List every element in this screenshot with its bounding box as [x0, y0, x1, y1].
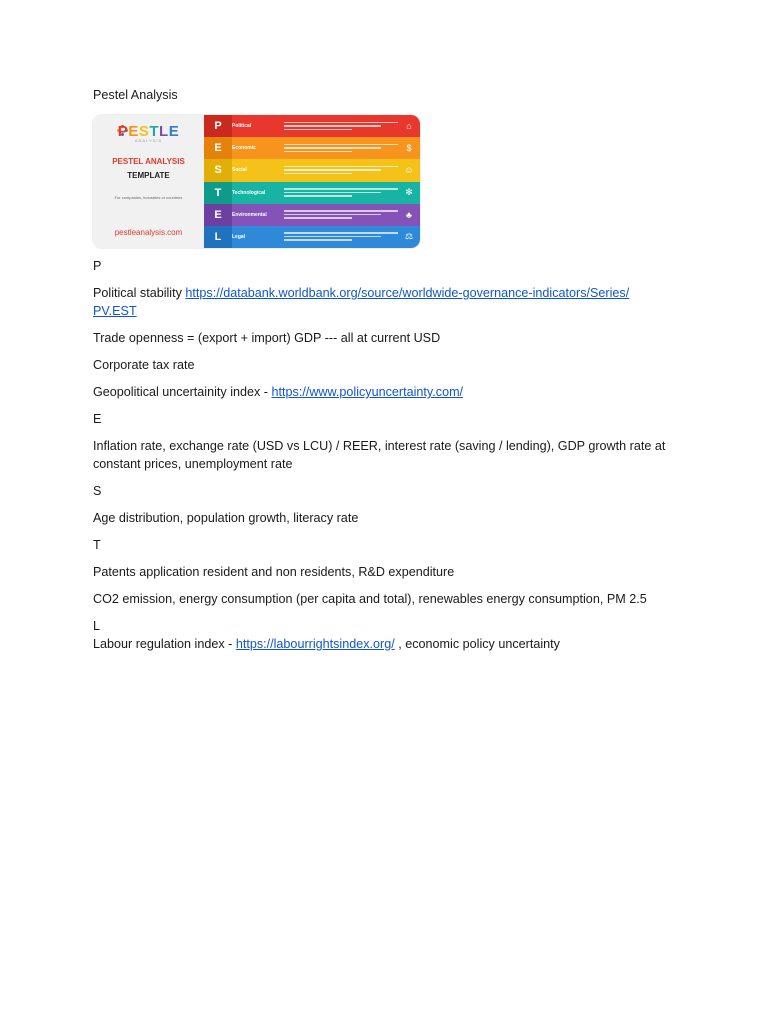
logo-letter-l: L — [159, 123, 169, 140]
labour-regulation-tail: , economic policy uncertainty — [394, 637, 560, 651]
band-political — [204, 115, 420, 137]
template-note: For companies, industries or countries — [114, 195, 183, 200]
logo-letter-e2: E — [168, 123, 180, 140]
band-description — [284, 164, 398, 177]
band-social — [204, 159, 420, 181]
band-letter: E — [204, 204, 232, 226]
geopolitical-line — [93, 383, 683, 401]
band-legal — [204, 226, 420, 248]
band-description — [284, 120, 398, 133]
political-stability-text: Political stability — [93, 286, 186, 300]
document-body — [93, 257, 683, 653]
people-icon: ☺ — [404, 165, 414, 176]
band-description — [284, 186, 398, 199]
band-letter: P — [204, 115, 232, 137]
worldbank-link-line2: PV.EST — [93, 304, 137, 318]
labour-regulation-line — [93, 635, 683, 653]
pestle-image-left-panel — [93, 115, 204, 248]
band-description — [284, 230, 398, 243]
logo-subtitle: ANALYSIS — [134, 138, 163, 143]
band-economic — [204, 137, 420, 159]
logo-letter-s: S — [138, 123, 150, 140]
economic-indicators-line — [93, 437, 683, 473]
band-name: Technological — [232, 189, 266, 196]
logo-letter-p: P — [117, 123, 129, 140]
gear-icon: ✻ — [405, 187, 413, 198]
corporate-tax-line: Corporate tax rate — [93, 358, 195, 372]
band-name: Political — [232, 123, 252, 130]
logo-letter-t: T — [149, 123, 160, 140]
band-letter: T — [204, 182, 232, 204]
heading-t: T — [93, 538, 101, 552]
band-name: Economic — [232, 145, 256, 152]
geopolitical-text: Geopolitical uncertainity index - — [93, 385, 272, 399]
pestle-template-image — [93, 115, 420, 248]
leaf-icon: ♣ — [406, 209, 412, 220]
labour-regulation-text: Labour regulation index - — [93, 637, 236, 651]
band-letter: E — [204, 137, 232, 159]
band-name: Environmental — [232, 211, 267, 218]
political-stability-line — [93, 284, 683, 320]
band-technological — [204, 182, 420, 204]
band-name: Social — [232, 167, 247, 174]
heading-e: E — [93, 412, 102, 426]
template-site: pestleanalysis.com — [114, 228, 183, 237]
patents-line: Patents application resident and non residents, R&D expenditure — [93, 565, 455, 579]
document-title: Pestel Analysis — [93, 88, 178, 102]
heading-l: L — [93, 619, 101, 633]
band-environmental — [204, 204, 420, 226]
labourrightsindex-link[interactable]: https://labourrightsindex.org/ — [235, 637, 395, 651]
band-letter: L — [204, 226, 232, 248]
heading-p: P — [93, 259, 102, 273]
heading-s: S — [93, 484, 102, 498]
economic-indicators-line1: Inflation rate, exchange rate (USD vs LCU) / REER, interest rate (saving / lending), GDP growth rate at — [93, 439, 666, 453]
band-name: Legal — [232, 233, 246, 240]
band-description — [284, 142, 398, 155]
scales-icon: ⚖ — [404, 231, 414, 242]
social-indicators-line: Age distribution, population growth, literacy rate — [93, 511, 359, 525]
band-description — [284, 208, 398, 221]
worldbank-link-line1: https://databank.worldbank.org/source/worldwide-governance-indicators/Series/ — [185, 286, 630, 300]
policyuncertainty-link[interactable]: https://www.policyuncertainty.com/ — [271, 385, 464, 399]
money-icon: $ — [406, 143, 412, 154]
emissions-line: CO2 emission, energy consumption (per capita and total), renewables energy consumption, PM 2.5 — [93, 592, 647, 606]
logo-letter-e: E — [128, 123, 139, 140]
template-subtitle: TEMPLATE — [127, 171, 170, 180]
template-title: PESTEL ANALYSIS — [112, 157, 185, 166]
pestle-logo — [93, 123, 204, 143]
pestle-bands — [204, 115, 420, 248]
building-icon: ⌂ — [406, 121, 412, 132]
band-letter: S — [204, 159, 232, 181]
trade-openness-line: Trade openness = (export + import) GDP --- all at current USD — [93, 331, 441, 345]
economic-indicators-line2: constant prices, unemployment rate — [93, 457, 293, 471]
